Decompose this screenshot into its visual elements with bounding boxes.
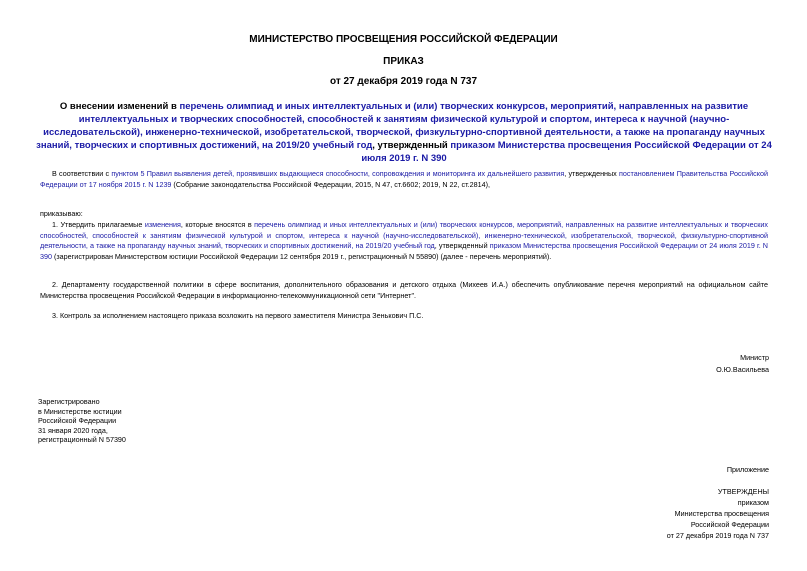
- title-middle: , утвержденный: [372, 140, 451, 151]
- p3-text-b: , которые вносятся в: [180, 220, 255, 229]
- registration-block: [38, 397, 126, 445]
- registration-line-1: Зарегистрировано: [38, 397, 100, 406]
- signature-block: [716, 352, 769, 376]
- signature-position: Министр: [740, 353, 769, 362]
- registration-line-4: 31 января 2020 года,: [38, 425, 108, 435]
- ministry-heading: МИНИСТЕРСТВО ПРОСВЕЩЕНИЯ РОССИЙСКОЙ ФЕДЕРАЦИИ: [249, 34, 558, 45]
- document-title: [36, 100, 772, 165]
- approved-block: [667, 486, 769, 541]
- p3-link-changes[interactable]: изменения: [144, 220, 181, 229]
- p3-text-c: , утвержденный: [434, 241, 490, 250]
- document-type: ПРИКАЗ: [383, 56, 424, 67]
- approved-line-5: от 27 декабря 2019 года N 737: [666, 531, 769, 540]
- p1-link-resolution[interactable]: постановлением Правительства Российской Федерации от 17 ноября 2015 г. N 1239: [40, 169, 769, 189]
- title-link-list[interactable]: перечень олимпиад и иных интеллектуальных и (или) творческих конкурсов, мероприятий, направленных на развитие интеллектуальных и творческих способностей, способностей к занятиям физической культурой и спортом, интереса к научной (научно-исследовательской), инженерно-технической, изобретательской, творческой, физкультурно-спортивной деятельности, а также на пропаганду научных знаний, творческих и спортивных достижений, на 2019/20 учебный год: [36, 101, 765, 151]
- approved-line-4: Российской Федерации: [690, 520, 769, 529]
- signature-name: О.Ю.Васильева: [716, 365, 769, 374]
- approved-line-1: УТВЕРЖДЕНЫ: [717, 487, 769, 496]
- title-prefix: О внесении изменений в: [59, 101, 180, 112]
- approved-line-3: Министерства просвещения: [674, 509, 769, 518]
- p1-link-rules[interactable]: пунктом 5 Правил выявления детей, проявивших выдающиеся способности, сопровождения и мониторинга их дальнейшего развития: [111, 169, 565, 178]
- registration-line-3: Российской Федерации: [38, 416, 117, 425]
- p1-text-c: (Собрание законодательства Российской Федерации, 2015, N 47, ст.6602; 2019, N 22, ст.2814),: [171, 179, 490, 189]
- paragraph-item-3: 3. Контроль за исполнением настоящего приказа возложить на первого заместителя Министра Зенькович П.С.: [52, 311, 424, 320]
- registration-line-2: в Министерстве юстиции: [38, 406, 122, 416]
- paragraph-item-2: 2. Департаменту государственной политики в сфере воспитания, дополнительного образования и детского отдыха (Михеев И.А.) обеспечить опубликование перечня мероприятий на официальном сайте Министерства просвещения Российской Федерации в информационно-телекоммуникационной сети "Интернет".: [40, 280, 768, 300]
- paragraph-basis: [40, 169, 768, 190]
- title-link-order[interactable]: приказом Министерства просвещения Российской Федерации от 24 июля 2019 г. N 390: [361, 140, 772, 164]
- approved-line-2: приказом: [737, 498, 769, 507]
- p3-text-d: (зарегистрирован Министерством юстиции Российской Федерации 12 сентября 2019 г., регистрационный N 55890) (далее - перечень мероприятий).: [52, 251, 552, 261]
- p1-text-b: , утвержденных: [564, 169, 620, 178]
- registration-line-5: регистрационный N 57390: [38, 435, 126, 444]
- p3-text-a: 1. Утвердить прилагаемые: [52, 220, 145, 229]
- p3-link-order[interactable]: приказом Министерства просвещения Российской Федерации от 24 июля 2019 г. N 390: [40, 241, 768, 261]
- paragraph-item-1: [40, 220, 768, 262]
- paragraph-order-word: приказываю:: [40, 209, 83, 218]
- document-date-number: от 27 декабря 2019 года N 737: [329, 76, 478, 87]
- p1-text-a: В соответствии с: [52, 169, 112, 178]
- p3-link-list[interactable]: перечень олимпиад и иных интеллектуальных и (или) творческих конкурсов, мероприятий, направленных на развитие интеллектуальных и творческих способностей, способностей к занятиям физической культурой и спортом, интереса к научной (научно-исследовательской), инженерно-технической, изобретательской, творческой, физкультурно-спортивной деятельности, а также на пропаганду научных знаний, творческих и спортивных достижений, на 2019/20 учебный год: [40, 220, 768, 250]
- appendix-label: Приложение: [726, 465, 769, 474]
